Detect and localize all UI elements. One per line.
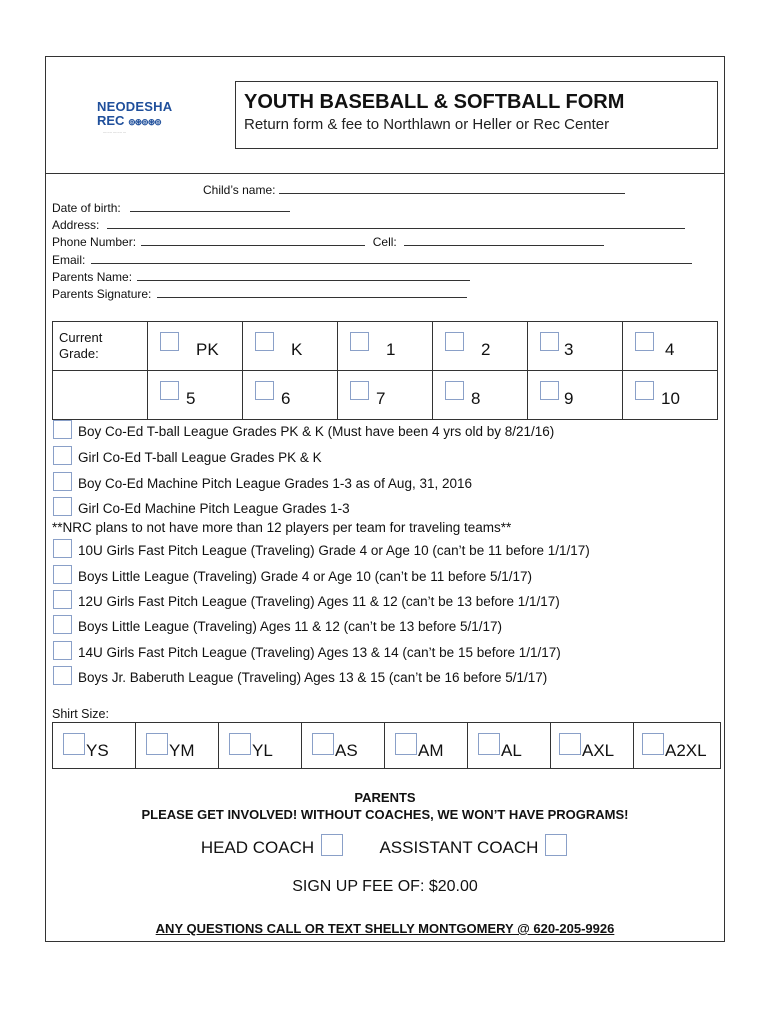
current-grade-label-2: Grade: [59,346,99,361]
grade-option-8[interactable] [433,371,528,420]
traveling-checkbox[interactable] [53,590,72,609]
phone-label: Phone Number: [52,235,137,249]
shirt-option-as[interactable] [302,723,385,769]
cell-label: Cell: [372,235,397,249]
grade-checkbox[interactable] [540,332,559,351]
shirt-size: AXL [582,741,615,760]
traveling-checkbox[interactable] [53,615,72,634]
grade-label: 5 [186,389,196,408]
grade-checkbox[interactable] [540,381,559,400]
dob-line[interactable] [130,200,290,212]
shirt-checkbox[interactable] [229,733,251,755]
grade-checkbox[interactable] [445,381,464,400]
address-line[interactable] [107,217,685,229]
title-box [235,81,718,149]
shirt-size: AL [501,741,522,760]
shirt-option-ym[interactable] [136,723,219,769]
traveling-checkbox[interactable] [53,666,72,685]
grade-label: 2 [481,340,491,359]
form-subtitle: Return form & fee to Northlawn or Heller or Rec Center [244,116,610,133]
assistant-coach-label: ASSISTANT COACH [379,838,539,857]
grade-option-5[interactable] [148,371,243,420]
grade-label: 4 [665,340,675,359]
league-label: Boy Co-Ed T-ball League Grades PK & K (Must have been 4 yrs old by 8/21/16) [78,424,555,439]
shirt-checkbox[interactable] [478,733,500,755]
child-name-line[interactable] [279,182,625,194]
traveling-checkbox[interactable] [53,641,72,660]
shirt-size: YM [169,741,195,760]
grade-option-k[interactable] [243,322,338,371]
logo-line1: NEODESHA [97,99,173,114]
shirt-size-label: Shirt Size: [52,707,109,721]
grade-option-6[interactable] [243,371,338,420]
shirt-checkbox[interactable] [642,733,664,755]
grade-option-pk[interactable] [148,322,243,371]
grade-checkbox[interactable] [160,381,179,400]
league-checkbox[interactable] [53,497,72,516]
grade-checkbox[interactable] [255,381,274,400]
address-label: Address: [52,218,100,232]
shirt-option-axl[interactable] [551,723,634,769]
traveling-label: 14U Girls Fast Pitch League (Traveling) Ages 13 & 14 (can’t be 15 before 1/1/17) [78,645,561,660]
traveling-label: Boys Little League (Traveling) Ages 11 & 12 (can’t be 13 before 5/1/17) [78,619,503,634]
shirt-option-al[interactable] [468,723,551,769]
league-label: Boy Co-Ed Machine Pitch League Grades 1-3 as of Aug, 31, 2016 [78,476,472,491]
dob-label: Date of birth: [52,201,121,215]
shirt-option-ys[interactable] [53,723,136,769]
involve-message: PLEASE GET INVOLVED! WITHOUT COACHES, WE WON’T HAVE PROGRAMS! [141,807,629,822]
current-grade-label-1: Current [59,330,103,345]
neodesha-rec-logo [97,100,187,140]
parents-name-label: Parents Name: [52,270,133,284]
grade-label: 7 [376,389,386,408]
grade-label: 6 [281,389,291,408]
address-field[interactable] [52,217,685,233]
grade-option-1[interactable] [338,322,433,371]
parents-signature-field[interactable] [52,286,467,302]
traveling-label: Boys Little League (Traveling) Grade 4 or Age 10 (can’t be 11 before 5/1/17) [78,569,533,584]
child-name-label: Child’s name: [203,183,276,197]
logo-tagline: ........ ........ ... [103,129,127,134]
parents-signature-label: Parents Signature: [52,287,152,301]
grade-table [52,321,718,420]
email-field[interactable] [52,252,692,268]
shirt-size: YL [252,741,273,760]
league-label: Girl Co-Ed Machine Pitch League Grades 1-3 [78,501,350,516]
shirt-option-am[interactable] [385,723,468,769]
grade-checkbox[interactable] [445,332,464,351]
league-checkbox[interactable] [53,420,72,439]
logo-rings-icon: ⊚⊛⊚⊛⊚ [128,117,161,127]
form-title: YOUTH BASEBALL & SOFTBALL FORM [244,91,625,113]
grade-option-7[interactable] [338,371,433,420]
grade-checkbox[interactable] [255,332,274,351]
grade-checkbox[interactable] [160,332,179,351]
grade-label: 9 [564,389,574,408]
coach-options [45,834,725,858]
contact-info: ANY QUESTIONS CALL OR TEXT SHELLY MONTGOMERY @ 620-205-9926 [155,921,615,936]
traveling-label: 10U Girls Fast Pitch League (Traveling) Grade 4 or Age 10 (can’t be 11 before 1/1/17) [78,543,590,558]
grade-checkbox[interactable] [350,381,369,400]
shirt-size-table [52,722,721,769]
shirt-checkbox[interactable] [63,733,85,755]
parents-signature-line[interactable] [157,286,467,298]
signup-fee: SIGN UP FEE OF: $20.00 [292,878,478,895]
grade-checkbox[interactable] [635,332,654,351]
traveling-label: 12U Girls Fast Pitch League (Traveling) Ages 11 & 12 (can’t be 13 before 1/1/17) [78,594,560,609]
parents-name-line[interactable] [137,269,470,281]
shirt-checkbox[interactable] [312,733,334,755]
phone-field[interactable] [52,234,604,250]
shirt-size: YS [86,741,109,760]
header-divider [45,173,725,174]
league-label: Girl Co-Ed T-ball League Grades PK & K [78,450,322,465]
traveling-checkbox[interactable] [53,565,72,584]
parents-name-field[interactable] [52,269,470,285]
league-checkbox[interactable] [53,472,72,491]
shirt-size: AS [335,741,358,760]
shirt-size: A2XL [665,741,707,760]
grade-label: 1 [386,340,396,359]
grade-option-9[interactable] [528,371,623,420]
nrc-note: **NRC plans to not have more than 12 players per team for traveling teams** [52,520,512,535]
email-label: Email: [52,253,86,267]
parents-heading: PARENTS [354,790,416,805]
head-coach-label: HEAD COACH [200,838,315,857]
phone-line[interactable] [141,234,365,246]
shirt-checkbox[interactable] [559,733,581,755]
shirt-option-yl[interactable] [219,723,302,769]
grade-option-3[interactable] [528,322,623,371]
dob-field[interactable] [52,200,290,216]
shirt-checkbox[interactable] [395,733,417,755]
grade-option-4[interactable] [623,322,718,371]
traveling-label: Boys Jr. Baberuth League (Traveling) Ages 13 & 15 (can’t be 16 before 5/1/17) [78,670,548,685]
grade-label: 3 [564,340,574,359]
shirt-option-a2xl[interactable] [634,723,721,769]
head-coach-checkbox[interactable] [321,834,343,856]
empty-grade-cell [53,371,148,420]
logo-line2: REC [97,113,125,128]
email-line[interactable] [91,252,692,264]
shirt-checkbox[interactable] [146,733,168,755]
assistant-coach-checkbox[interactable] [545,834,567,856]
shirt-size: AM [418,741,444,760]
grade-option-2[interactable] [433,322,528,371]
grade-label: 10 [661,389,680,408]
grade-label: K [291,340,303,359]
grade-label: PK [196,340,219,359]
grade-option-10[interactable] [623,371,718,420]
league-checkbox[interactable] [53,446,72,465]
grade-label: 8 [471,389,481,408]
child-name-field[interactable] [203,182,625,198]
grade-checkbox[interactable] [635,381,654,400]
grade-checkbox[interactable] [350,332,369,351]
cell-line[interactable] [404,234,604,246]
traveling-checkbox[interactable] [53,539,72,558]
current-grade-cell [53,322,148,371]
